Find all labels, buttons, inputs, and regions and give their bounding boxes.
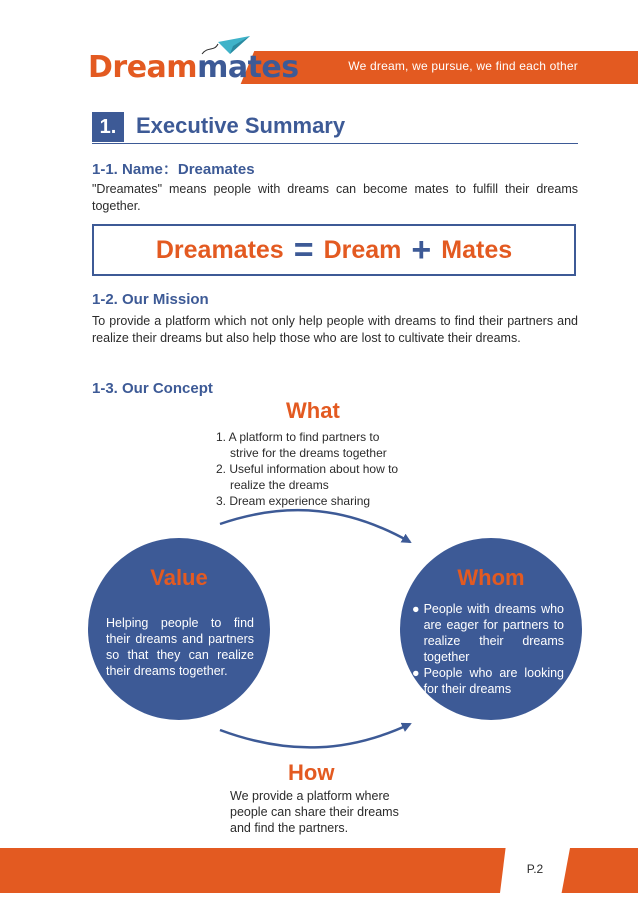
how-text: We provide a platform where people can share their dreams and find the partners.	[230, 789, 399, 835]
equation-middle: Dream	[323, 235, 402, 264]
section-number: 1.	[92, 112, 124, 142]
section-title: Executive Summary	[136, 113, 346, 138]
logo-part-mates: mates	[197, 50, 299, 85]
what-item: 2. Useful information about how to	[216, 462, 399, 476]
equals-sign: =	[293, 231, 314, 269]
what-item: strive for the dreams together	[230, 446, 387, 460]
logo-part-dream: Dream	[88, 50, 198, 85]
mission-text: To provide a platform which not only help people with dreams to find their partners and realize their dreams but also help those who are lost to cultivate their dreams.	[92, 314, 578, 345]
what-item: realize the dreams	[230, 478, 329, 492]
plus-sign: +	[411, 231, 432, 269]
whom-item: ● People who are looking for their dreams	[412, 666, 564, 696]
arrow-bottom	[220, 724, 410, 747]
how-title: How	[288, 760, 335, 785]
concept-heading: 1-3. Our Concept	[92, 380, 213, 397]
what-item: 1. A platform to find partners to	[216, 430, 380, 444]
value-text: Helping people to find their dreams and partners so that they can realize their dreams together.	[106, 616, 254, 678]
bullet-icon: ●	[412, 666, 420, 680]
what-item: 3. Dream experience sharing	[216, 494, 371, 508]
header-slogan: We dream, we pursue, we find each other	[348, 59, 578, 73]
whom-list	[412, 601, 564, 697]
whom-item: ● People with dreams who are eager for partners to realize their dreams together	[412, 602, 564, 664]
bullet-icon: ●	[412, 602, 420, 616]
whom-title: Whom	[457, 565, 525, 590]
mission-heading: 1-2. Our Mission	[92, 291, 209, 308]
value-title: Value	[150, 565, 208, 590]
equation-right: Mates	[441, 235, 513, 264]
page-number: P.2	[526, 862, 544, 876]
arrow-top	[220, 510, 410, 542]
name-text: "Dreamates" means people with dreams can become mates to fulfill their dreams together.	[92, 182, 578, 213]
name-heading: 1-1. Name：Dreamates	[92, 161, 255, 178]
what-title: What	[286, 398, 340, 423]
equation-left: Dreamates	[155, 235, 284, 264]
